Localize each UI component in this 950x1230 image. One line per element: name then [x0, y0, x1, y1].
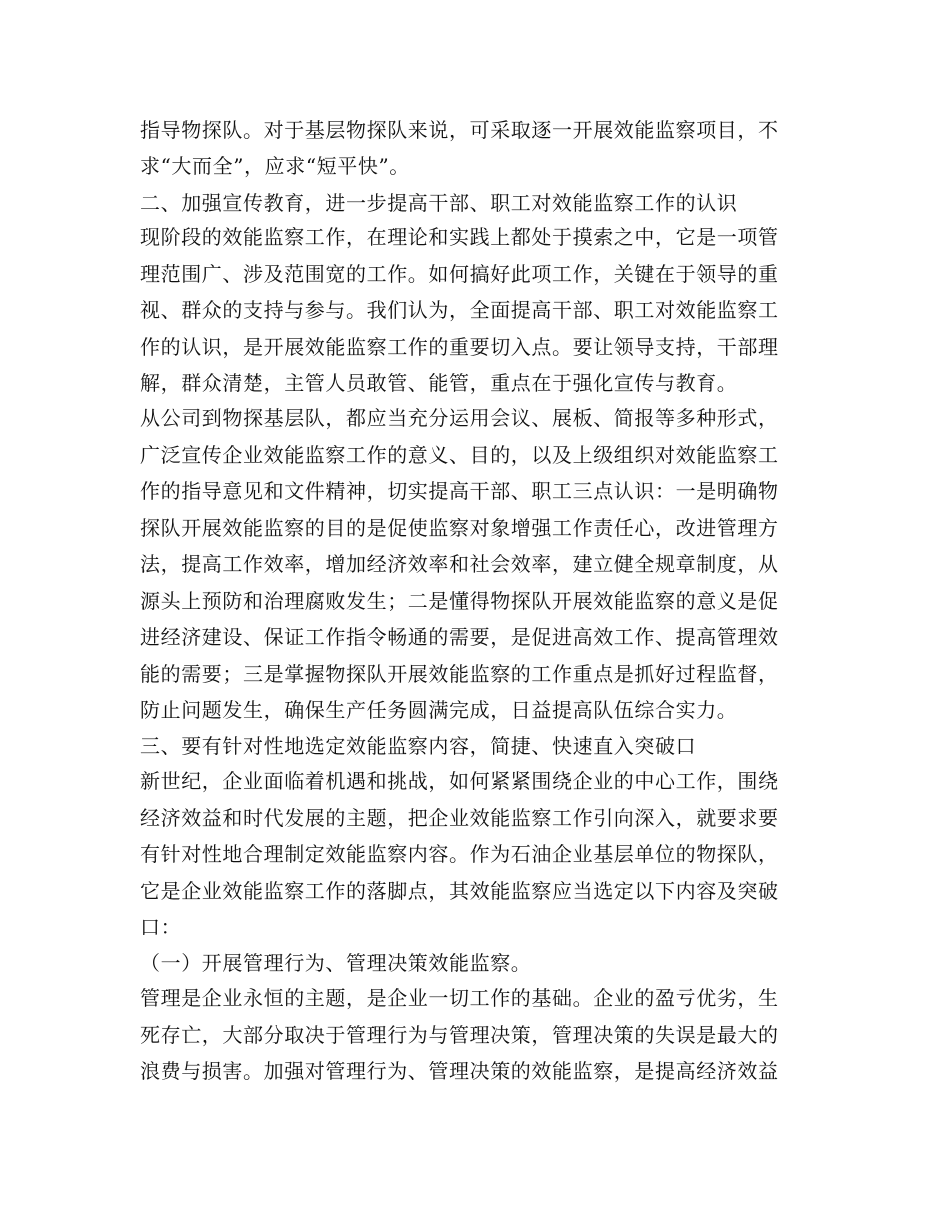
text-line: 能的需要；三是掌握物探队开展效能监察的工作重点是抓好过程监督，	[140, 662, 779, 686]
text-line: 源头上预防和治理腐败发生；二是懂得物探队开展效能监察的意义是促	[140, 589, 779, 613]
text-line: 指导物探队。对于基层物探队来说，可采取逐一开展效能监察项目，不	[140, 118, 779, 142]
text-line: 解，群众清楚，主管人员敢管、能管，重点在于强化宣传与教育。	[140, 371, 738, 395]
text-line: 它是企业效能监察工作的落脚点，其效能监察应当选定以下内容及突破	[140, 879, 779, 903]
text-line: 广泛宣传企业效能监察工作的意义、目的，以及上级组织对效能监察工	[140, 443, 779, 467]
text-line: 有针对性地合理制定效能监察内容。作为石油企业基层单位的物探队，	[140, 842, 779, 866]
text-line: 死存亡，大部分取决于管理行为与管理决策，管理决策的失误是最大的	[140, 1023, 779, 1047]
text-line: 视、群众的支持与参与。我们认为，全面提高干部、职工对效能监察工	[140, 298, 779, 322]
section-heading: 三、要有针对性地选定效能监察内容，简捷、快速直入突破口	[140, 734, 697, 758]
text-line: 理范围广、涉及范围宽的工作。如何搞好此项工作，关键在于领导的重	[140, 262, 779, 286]
text-line: 从公司到物探基层队，都应当充分运用会议、展板、简报等多种形式，	[140, 406, 779, 430]
text-line: 进经济建设、保证工作指令畅通的需要，是促进高效工作、提高管理效	[140, 625, 779, 649]
text-line: 作的指导意见和文件精神，切实提高干部、职工三点认识：一是明确物	[140, 479, 779, 503]
text-line: 浪费与损害。加强对管理行为、管理决策的效能监察，是提高经济效益	[140, 1059, 779, 1083]
text-line: 现阶段的效能监察工作，在理论和实践上都处于摸索之中，它是一项管	[140, 225, 779, 249]
text-line: 管理是企业永恒的主题，是企业一切工作的基础。企业的盈亏优劣，生	[140, 986, 779, 1010]
text-line: 新世纪，企业面临着机遇和挑战，如何紧紧围绕企业的中心工作，围绕	[140, 769, 779, 793]
text-line: 作的认识，是开展效能监察工作的重要切入点。要让领导支持，干部理	[140, 335, 779, 359]
section-heading: 二、加强宣传教育，进一步提高干部、职工对效能监察工作的认识	[140, 191, 738, 215]
subsection-heading: （一）开展管理行为、管理决策效能监察。	[140, 951, 532, 975]
text-line: 求“大而全”，应求“短平快”。	[140, 154, 410, 178]
text-line: 探队开展效能监察的目的是促使监察对象增强工作责任心，改进管理方	[140, 516, 779, 540]
text-line: 防止问题发生，确保生产任务圆满完成，日益提高队伍综合实力。	[140, 698, 738, 722]
text-line: 经济效益和时代发展的主题，把企业效能监察工作引向深入，就要求要	[140, 806, 779, 830]
text-line: 口：	[140, 915, 182, 939]
text-line: 法，提高工作效率，增加经济效率和社会效率，建立健全规章制度，从	[140, 552, 779, 576]
